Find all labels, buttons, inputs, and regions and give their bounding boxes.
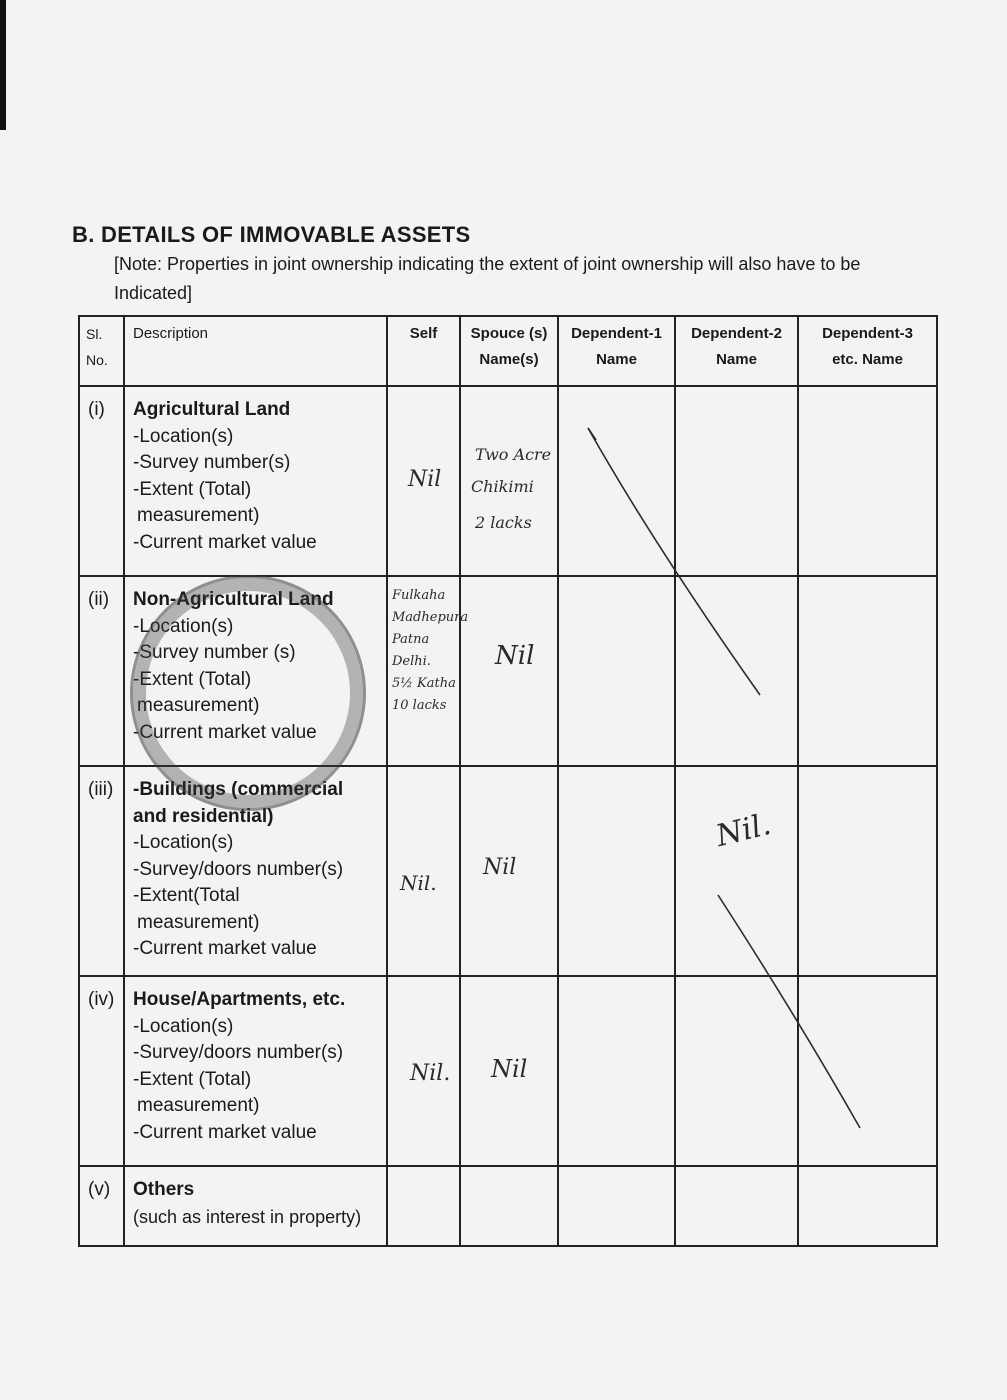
handwritten-spouse-value: Nil [483, 855, 517, 880]
cell-self [387, 386, 460, 576]
header-description: Description [124, 316, 387, 386]
cell-dependent-1 [558, 976, 675, 1166]
row-description: House/Apartments, etc. -Location(s) -Survey/doors number(s) -Extent (Total) measurement) -Current market value [124, 976, 387, 1166]
handwritten-spouse-line: Chikimi [471, 477, 534, 496]
cell-spouse [460, 576, 558, 766]
handwritten-self-value: Nil. [400, 871, 437, 895]
table-row [79, 576, 937, 766]
row-description: Others (such as interest in property) [124, 1166, 387, 1246]
row-sl-no: (iii) [79, 766, 124, 976]
row-sl-no: (ii) [79, 576, 124, 766]
scan-edge-shadow [0, 0, 6, 130]
cell-dependent-3 [798, 766, 937, 976]
cell-dependent-3 [798, 976, 937, 1166]
table-row [79, 766, 937, 976]
cell-dependent-3 [798, 576, 937, 766]
cell-dependent-2 [675, 386, 798, 576]
cell-self [387, 976, 460, 1166]
header-spouse: Spouce (s) Name(s) [460, 316, 558, 386]
header-dependent-1: Dependent-1 Name [558, 316, 675, 386]
row-description: Non-Agricultural Land -Location(s) -Survey number (s) -Extent (Total) measurement) -Current market value [124, 576, 387, 766]
row-description: -Buildings (commercial and residential) -Location(s) -Survey/doors number(s) -Extent(Total measurement) -Current market value [124, 766, 387, 976]
cell-dependent-1 [558, 386, 675, 576]
cell-self [387, 576, 469, 766]
cell-dependent-2 [675, 1166, 798, 1246]
cell-dependent-3 [798, 386, 937, 576]
handwritten-spouse-line: Two Acre [475, 445, 552, 464]
handwritten-spouse-value: Nil [495, 641, 535, 671]
cell-dependent-3 [798, 1166, 937, 1246]
cell-dependent-1 [558, 1166, 675, 1246]
cell-dependent-1 [558, 766, 675, 976]
cell-self [387, 1166, 460, 1246]
section-note: [Note: Properties in joint ownership indicating the extent of joint ownership will also have to be Indicated] [114, 254, 861, 303]
handwritten-spouse-line: 2 lacks [475, 513, 532, 532]
handwritten-dependents-value: Nil. [712, 806, 775, 855]
cell-spouse [460, 976, 558, 1166]
header-sl-no: Sl. No. [79, 316, 124, 386]
cell-dependent-2 [675, 976, 798, 1166]
cell-self [387, 766, 460, 976]
row-sl-no: (i) [79, 386, 124, 576]
immovable-assets-table [78, 315, 938, 1247]
cell-dependent-2 [675, 766, 798, 976]
header-dependent-2: Dependent-2 Name [675, 316, 798, 386]
row-description: Agricultural Land -Location(s) -Survey number(s) -Extent (Total) measurement) -Current market value [124, 386, 387, 576]
table-header-row [79, 316, 937, 386]
handwritten-self-value: Nil [408, 467, 442, 492]
handwritten-spouse-value: Nil [491, 1055, 528, 1083]
cell-spouse [460, 1166, 558, 1246]
handwritten-self-details: Fulkaha Madhepura Patna Delhi. 5½ Katha 10 lacks [392, 588, 469, 713]
handwritten-self-value: Nil. [410, 1061, 451, 1086]
header-self: Self [387, 316, 460, 386]
row-sl-no: (v) [79, 1166, 124, 1246]
cell-dependent-1 [558, 576, 675, 766]
cell-spouse [460, 386, 558, 576]
cell-dependent-2 [675, 576, 798, 766]
section-heading: B. DETAILS OF IMMOVABLE ASSETS [72, 222, 471, 247]
cell-spouse [460, 766, 558, 976]
table-row [79, 1166, 937, 1246]
table-row [79, 386, 937, 576]
row-sl-no: (iv) [79, 976, 124, 1166]
table-row [79, 976, 937, 1166]
header-dependent-3: Dependent-3 etc. Name [798, 316, 937, 386]
